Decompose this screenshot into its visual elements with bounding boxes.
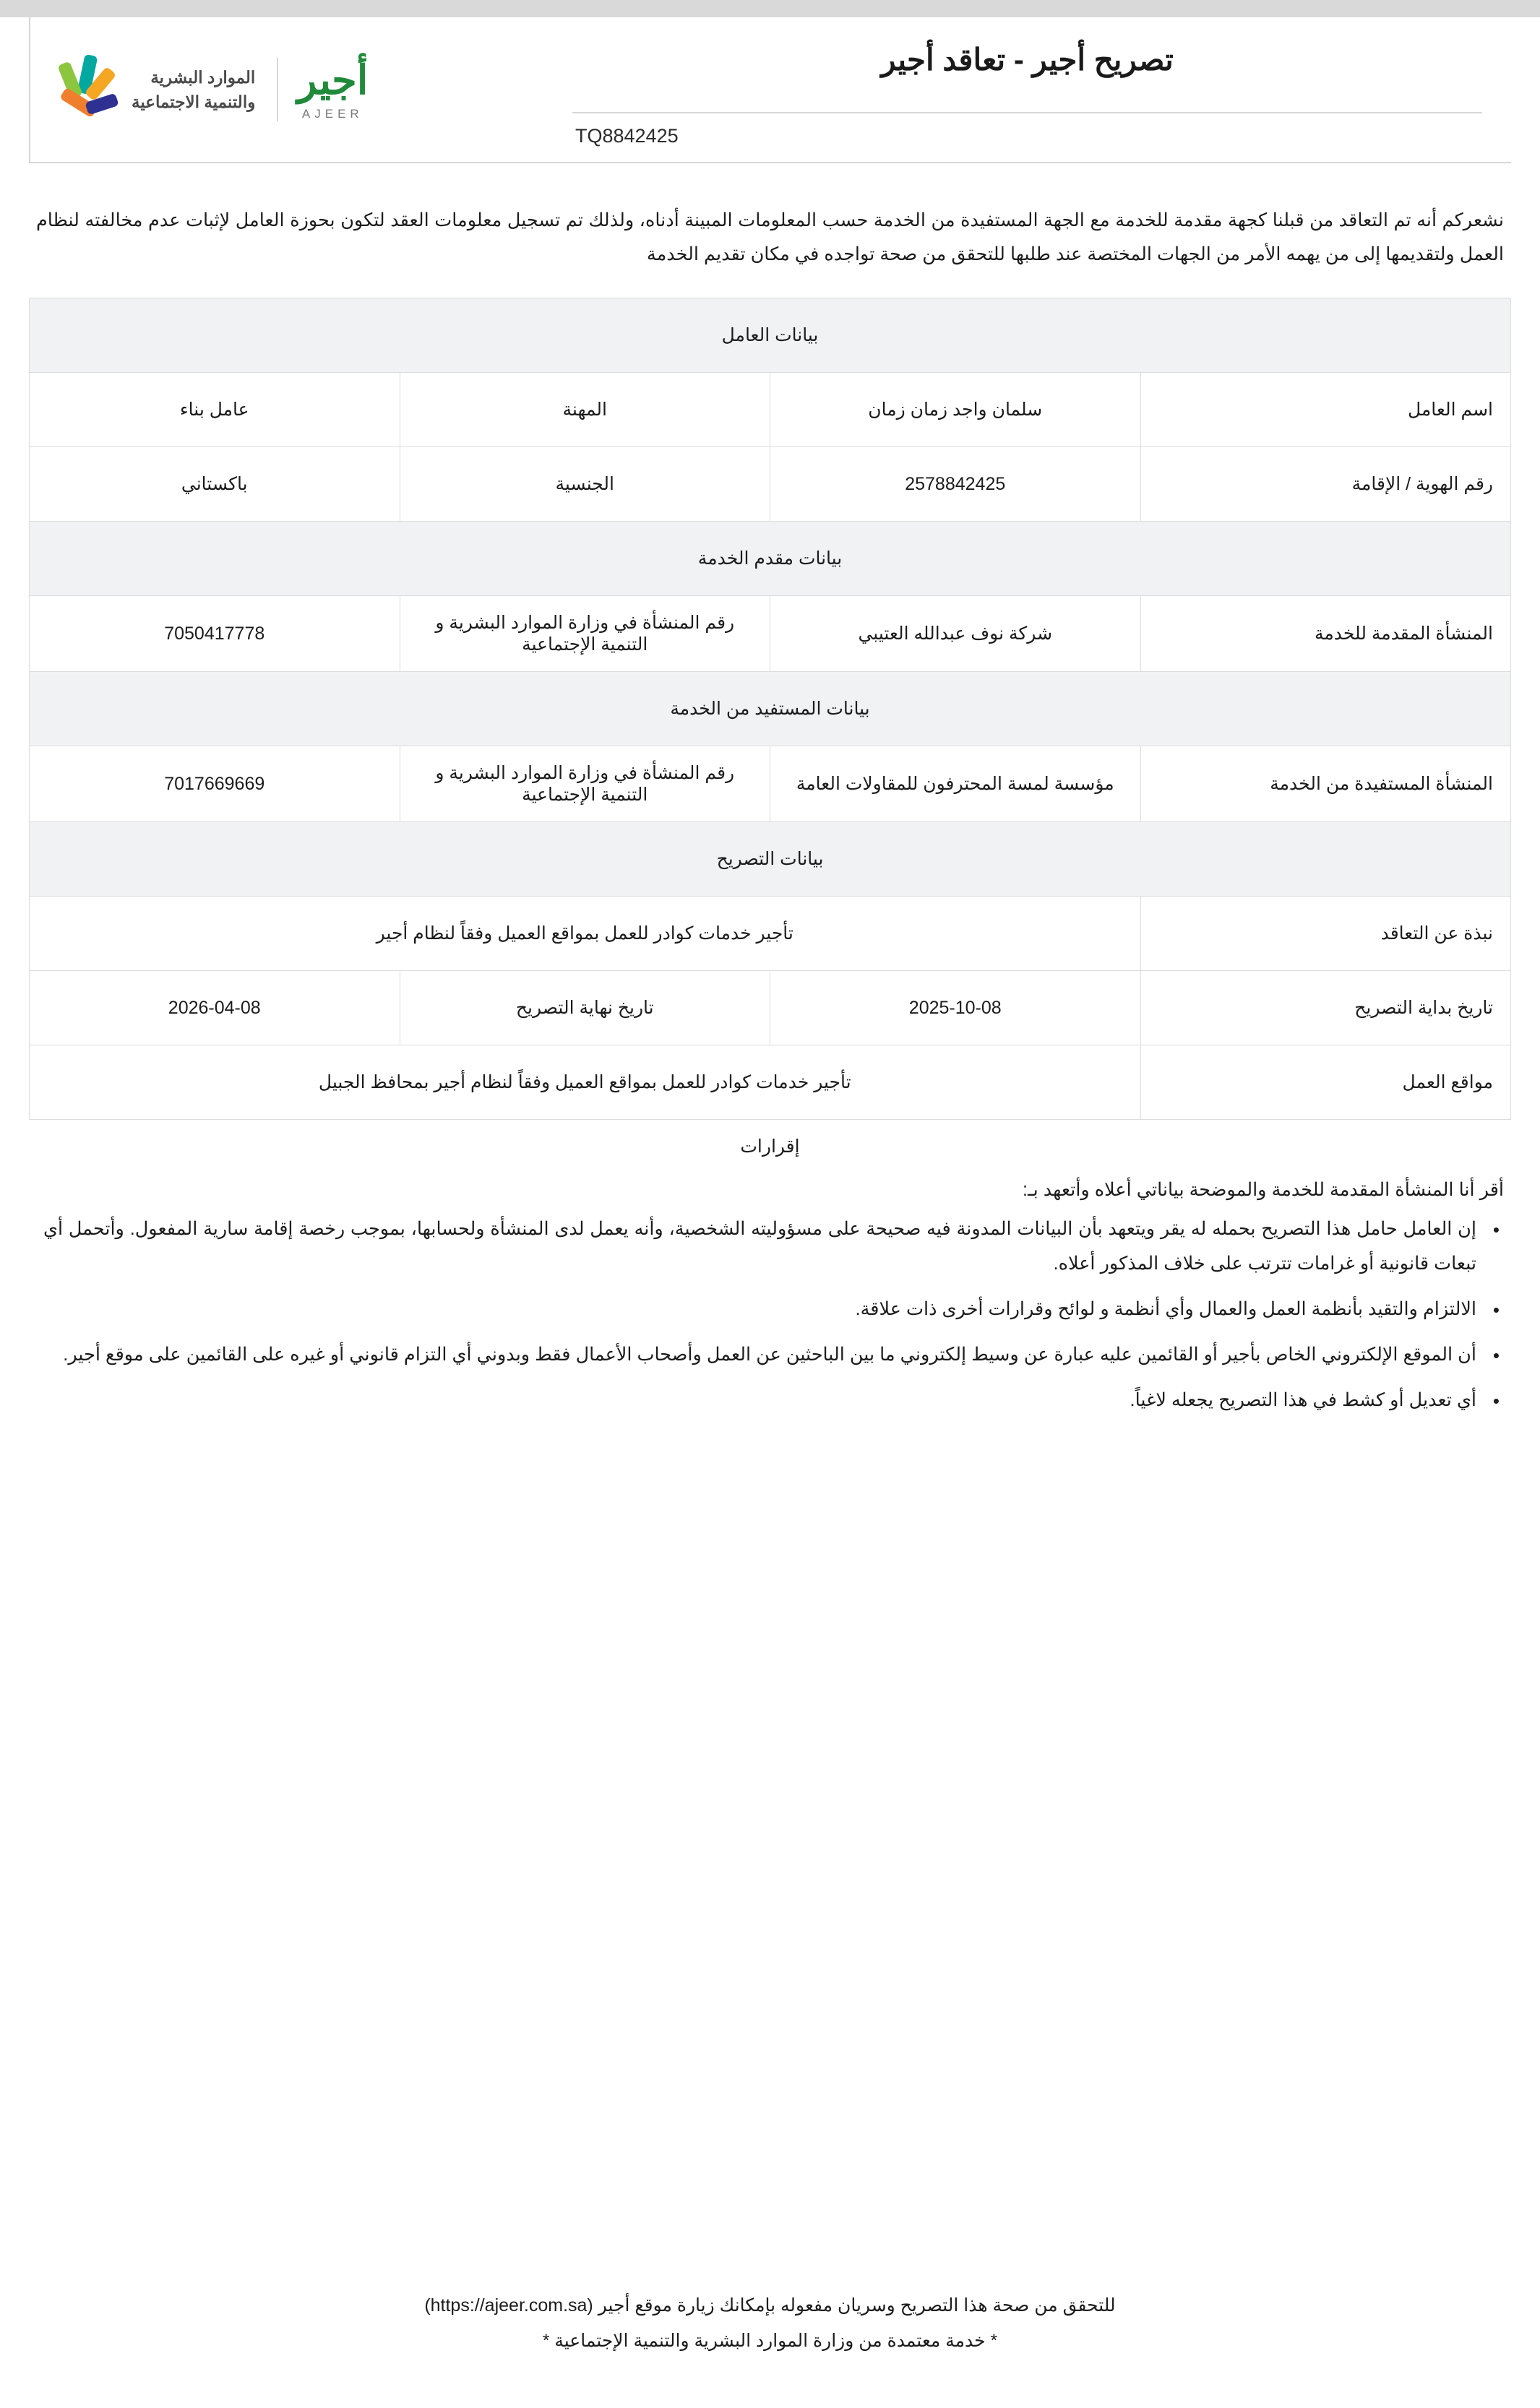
value-id-number: 2578842425 (770, 447, 1141, 522)
label-contract-summary: نبذة عن التعاقد (1140, 897, 1511, 971)
label-worker-name: اسم العامل (1140, 373, 1511, 447)
label-work-sites: مواقع العمل (1140, 1045, 1511, 1120)
value-contract-summary: تأجير خدمات كوادر للعمل بمواقع العميل وفقاً لنظام أجير (30, 897, 1141, 971)
label-provider-entity-number: رقم المنشأة في وزارة الموارد البشرية و التنمية الإجتماعية (400, 596, 770, 672)
value-worker-name: سلمان واجد زمان زمان (770, 373, 1141, 447)
table-row (30, 672, 1511, 746)
table-row (30, 596, 1511, 672)
section-header-permit: بيانات التصريح (30, 822, 1511, 897)
value-profession: عامل بناء (30, 373, 400, 447)
footer-verification-text: للتحقق من صحة هذا التصريح وسريان مفعوله بإمكانك زيارة موقع أجير (https://ajeer.com.sa) (424, 2295, 1116, 2316)
hrsd-logo-line2: والتنمية الاجتماعية (132, 92, 256, 111)
table-row (30, 447, 1511, 522)
table-row (30, 971, 1511, 1045)
intro-paragraph: نشعركم أنه تم التعاقد من قبلنا كجهة مقدمة للخدمة مع الجهة المستفيدة من الخدمة حسب المعلومات المبينة أدناه، ولذلك تم تسجيل معلومات العقد لتكون بحوزة العامل لإثبات عدم مخالفته لنظام العمل ولتقديمها إلى من يهمه الأمر من الجهات المختصة عند طلبها للتحقق من صحة تواجده في مكان تقديم الخدمة (36, 210, 1504, 265)
section-header-worker: بيانات العامل (30, 298, 1511, 373)
value-end-date: 2026-04-08 (30, 971, 400, 1045)
label-profession: المهنة (400, 373, 770, 447)
list-item: • أي تعديل أو كشط في هذا التصريح يجعله لاغياً. (43, 1384, 1479, 1417)
label-start-date: تاريخ بداية التصريح (1140, 971, 1511, 1045)
hrsd-logo (52, 55, 255, 124)
label-provider-entity: المنشأة المقدمة للخدمة (1140, 596, 1511, 672)
value-provider-entity-number: 7050417778 (30, 596, 400, 672)
permit-details-table (29, 298, 1511, 1120)
header-title-block (543, 17, 1511, 162)
value-beneficiary-entity-number: 7017669669 (30, 746, 400, 822)
value-work-sites: تأجير خدمات كوادر للعمل بمواقع العميل وفقاً لنظام أجير بمحافظ الجبيل (30, 1045, 1141, 1120)
declarations-title: إقرارات (740, 1136, 800, 1157)
value-start-date: 2025-10-08 (770, 971, 1141, 1045)
ajeer-logo-word: أجير (297, 57, 369, 103)
declarations-lead: أقر أنا المنشأة المقدمة للخدمة والموضحة بياناتي أعلاه وأتعهد بـ: (1023, 1180, 1504, 1201)
hrsd-logo-line1: الموارد البشرية (150, 67, 256, 87)
list-item: • أن الموقع الإلكتروني الخاص بأجير أو القائمين عليه عبارة عن وسيط إلكتروني ما بين الباحثين عن العمل وأصحاب الأعمال فقط وبدوني أي التزام قانوني أو غيره على القائمين على موقع أجير. (43, 1338, 1479, 1372)
declarations-list (43, 1212, 1504, 1417)
label-beneficiary-entity: المنشأة المستفيدة من الخدمة (1140, 746, 1511, 822)
section-header-provider: بيانات مقدم الخدمة (30, 522, 1511, 596)
table-row (30, 373, 1511, 447)
table-row (30, 822, 1511, 897)
page-title: تصريح أجير - تعاقد أجير (881, 43, 1174, 77)
document-reference: TQ8842425 (572, 112, 1482, 155)
list-item: • الالتزام والتقيد بأنظمة العمل والعمال وأي أنظمة و لوائح وقرارات أخرى ذات علاقة. (43, 1293, 1479, 1326)
hrsd-logo-icon (52, 55, 121, 124)
label-nationality: الجنسية (400, 447, 770, 522)
label-beneficiary-entity-number: رقم المنشأة في وزارة الموارد البشرية و التنمية الإجتماعية (400, 746, 770, 822)
label-end-date: تاريخ نهاية التصريح (400, 971, 770, 1045)
document-footer (0, 2290, 1540, 2357)
table-row (30, 897, 1511, 971)
value-beneficiary-entity: مؤسسة لمسة المحترفون للمقاولات العامة (770, 746, 1141, 822)
ajeer-logo (277, 58, 387, 121)
footer-accreditation-text: * خدمة معتمدة من وزارة الموارد البشرية والتنمية الإجتماعية * (542, 2331, 998, 2351)
value-nationality: باكستاني (30, 447, 400, 522)
hrsd-logo-text (132, 65, 255, 115)
header-logos (29, 17, 543, 162)
list-item: • إن العامل حامل هذا التصريح بحمله له يقر ويتعهد بأن البيانات المدونة فيه صحيحة على مسؤوليته الشخصية، وأنه يعمل لدى المنشأة ولحسابها، بموجب رخصة إقامة سارية المفعول. وأتحمل أي تبعات قانونية أو غرامات تترتب على خلاف المذكور أعلاه. (43, 1212, 1479, 1280)
document-header (29, 17, 1511, 163)
ajeer-logo-sub: AJEER (301, 106, 364, 121)
label-id-number: رقم الهوية / الإقامة (1140, 447, 1511, 522)
table-row (30, 1045, 1511, 1120)
section-header-beneficiary: بيانات المستفيد من الخدمة (30, 672, 1511, 746)
value-provider-entity: شركة نوف عبدالله العتيبي (770, 596, 1141, 672)
table-row (30, 746, 1511, 822)
table-row (30, 298, 1511, 373)
table-row (30, 522, 1511, 596)
document-page (0, 17, 1540, 2408)
